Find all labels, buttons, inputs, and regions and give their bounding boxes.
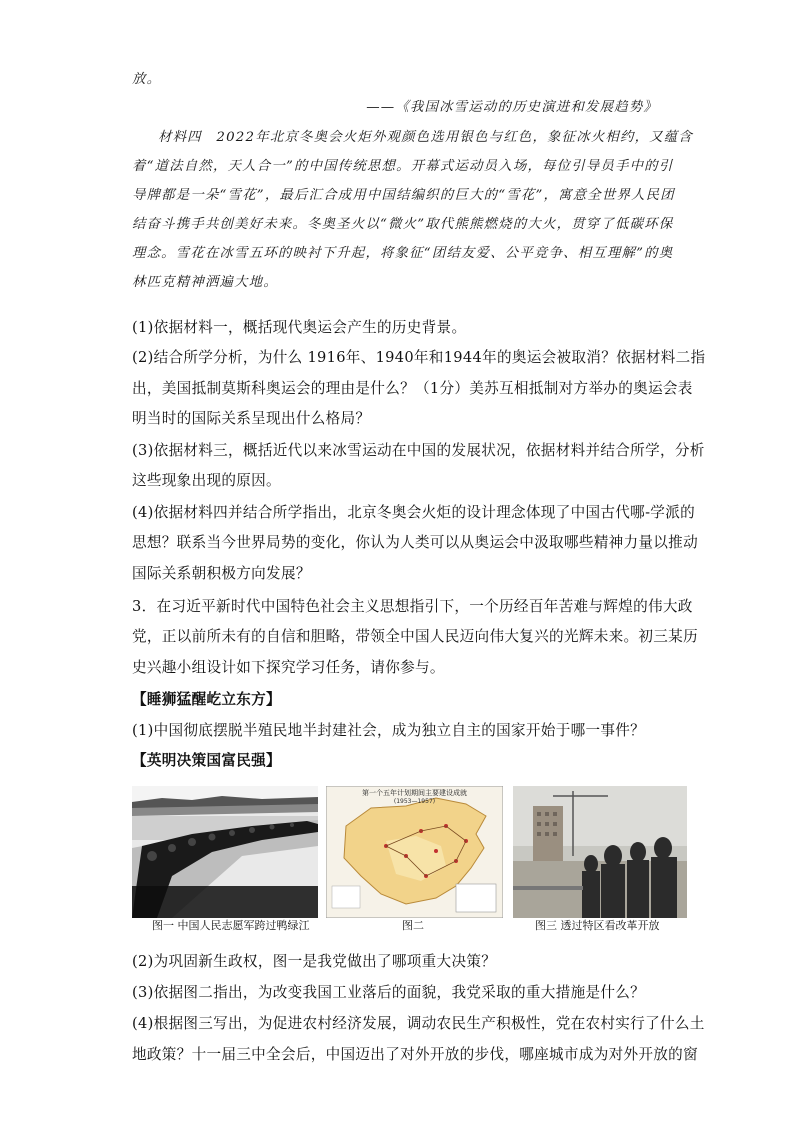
material-four-line: 材料四 2022年北京冬奥会火炬外观颜色选用银色与红色，象征冰火相约，又蕴含 (158, 130, 693, 145)
question-line: 这些现象出现的原因。 (132, 472, 281, 489)
figure-three-caption: 图三 透过特区看改革开放 (535, 919, 660, 932)
question-line: 国际关系朝积极方向发展？ (132, 565, 311, 582)
material-four-line: 着“道法自然，天人合一”的中国传统思想。开幕式运动员入场，每位引导员手中的引 (132, 159, 674, 174)
section-title: 【英明决策国富民强】 (132, 752, 281, 769)
section-title: 【睡狮猛醒屹立东方】 (132, 691, 281, 708)
question-line: (4)根据图三写出，为促进农村经济发展，调动农民生产积极性，党在农村实行了什么土 (132, 1015, 705, 1032)
material-source: ——《我国冰雪运动的历史演进和发展趋势》 (366, 100, 658, 115)
material-four-line: 结奋斗携手共创美好未来。冬奥圣火以“微火”取代熊熊燃烧的大火，贯穿了低碳环保 (132, 217, 674, 232)
map-title: 第一个五年计划期间主要建设成就 (362, 789, 467, 797)
material-four-line: 林匹克精神洒遍大地。 (132, 275, 278, 290)
question-line: (3)依据图二指出，为改变我国工业落后的面貌，我党采取的重大措施是什么？ (132, 984, 646, 1001)
question-line: (3)依据材料三，概括近代以来冰雪运动在中国的发展状况，依据材料并结合所学，分析 (132, 442, 705, 459)
question-line: 地政策？十一届三中全会后，中国迈出了对外开放的步伐，哪座城市成为对外开放的窗 (132, 1046, 698, 1063)
material-line: 放。 (132, 72, 162, 87)
figure-two-map (326, 786, 503, 918)
question-line: 明当时的国际关系呈现出什么格局？ (132, 410, 371, 427)
question3-intro-line: 3．在习近平新时代中国特色社会主义思想指引下，一个历经百年苦难与辉煌的伟大政 (132, 598, 693, 615)
question-line: (2)结合所学分析，为什么 1916年、1940年和1944年的奥运会被取消？依据材料二指 (132, 349, 706, 366)
material-four-line: 理念。雪花在冰雪五环的映衬下升起，将象征“团结友爱、公平竞争、相互理解”的奥 (132, 246, 674, 261)
material-four-line: 导牌都是一朵“雪花”，最后汇合成用中国结编织的巨大的“雪花”，寓意全世界人民团 (132, 188, 675, 203)
question-line: 思想？联系当今世界局势的变化，你认为人类可以从奥运会中汲取哪些精神力量以推动 (132, 534, 698, 551)
figure-one-caption: 图一 中国人民志愿军跨过鸭绿江 (152, 919, 310, 932)
question-line: (4)依据材料四并结合所学指出，北京冬奥会火炬的设计理念体现了中国古代哪-学派的 (132, 504, 695, 521)
figure-three-image (513, 786, 687, 918)
question3-intro-line: 史兴趣小组设计如下探究学习任务，请你参与。 (132, 659, 445, 676)
figure-two-caption: 图二 (402, 919, 424, 932)
figure-one-image (132, 786, 318, 918)
question-line: (1)依据材料一，概括现代奥运会产生的历史背景。 (132, 319, 467, 336)
question-line: 出，美国抵制莫斯科奥运会的理由是什么？（1分）美苏互相抵制对方举办的奥运会表 (132, 380, 693, 397)
question-line: (2)为巩固新生政权，图一是我党做出了哪项重大决策？ (132, 953, 497, 970)
question-line: (1)中国彻底摆脱半殖民地半封建社会，成为独立自主的国家开始于哪一事件？ (132, 722, 646, 739)
map-years: (1953—1957) (393, 798, 436, 805)
question3-intro-line: 党，正以前所未有的自信和胆略，带领全中国人民迈向伟大复兴的光辉未来。初三某历 (132, 628, 698, 645)
